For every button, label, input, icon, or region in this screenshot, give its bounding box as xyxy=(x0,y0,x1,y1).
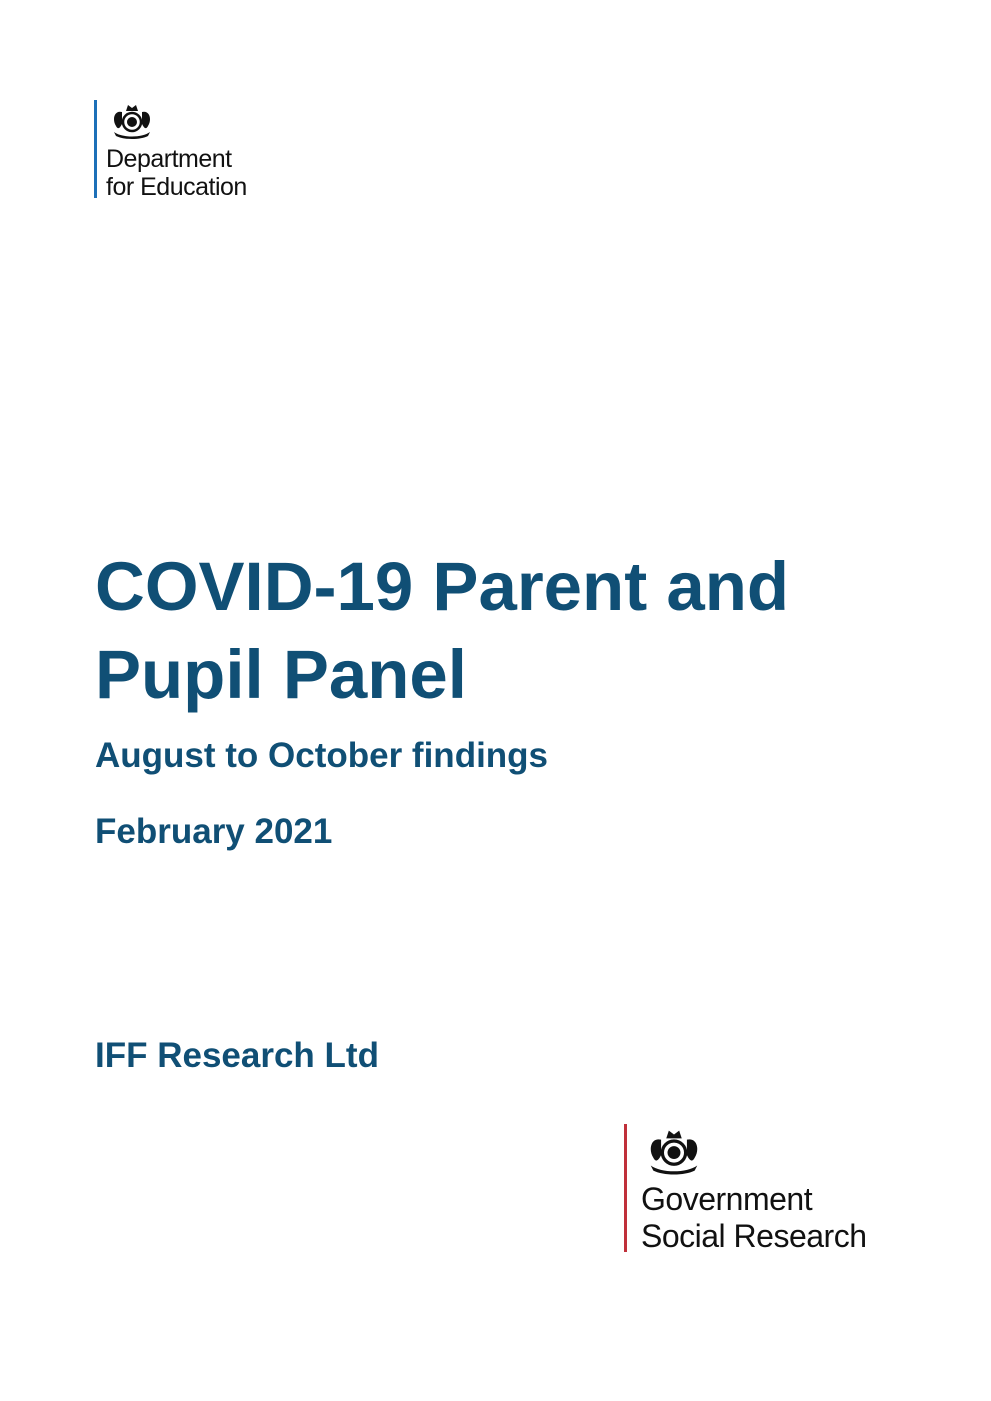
publication-date: February 2021 xyxy=(95,812,333,851)
royal-coat-of-arms-icon xyxy=(108,100,156,140)
document-subtitle: August to October findings xyxy=(95,736,549,775)
gsr-logo xyxy=(624,1124,867,1252)
dfe-logo-line1: Department xyxy=(106,145,232,173)
gsr-logo-line2: Social Research xyxy=(641,1218,867,1254)
dfe-logo-line2: for Education xyxy=(106,173,247,201)
document-title xyxy=(95,543,789,719)
dfe-logo xyxy=(94,100,247,201)
gsr-logo-line1: Government xyxy=(641,1181,813,1217)
royal-coat-of-arms-icon xyxy=(643,1124,705,1176)
title-line2: Pupil Panel xyxy=(95,636,467,713)
title-line1: COVID-19 Parent and xyxy=(95,548,790,625)
author: IFF Research Ltd xyxy=(95,1036,379,1075)
